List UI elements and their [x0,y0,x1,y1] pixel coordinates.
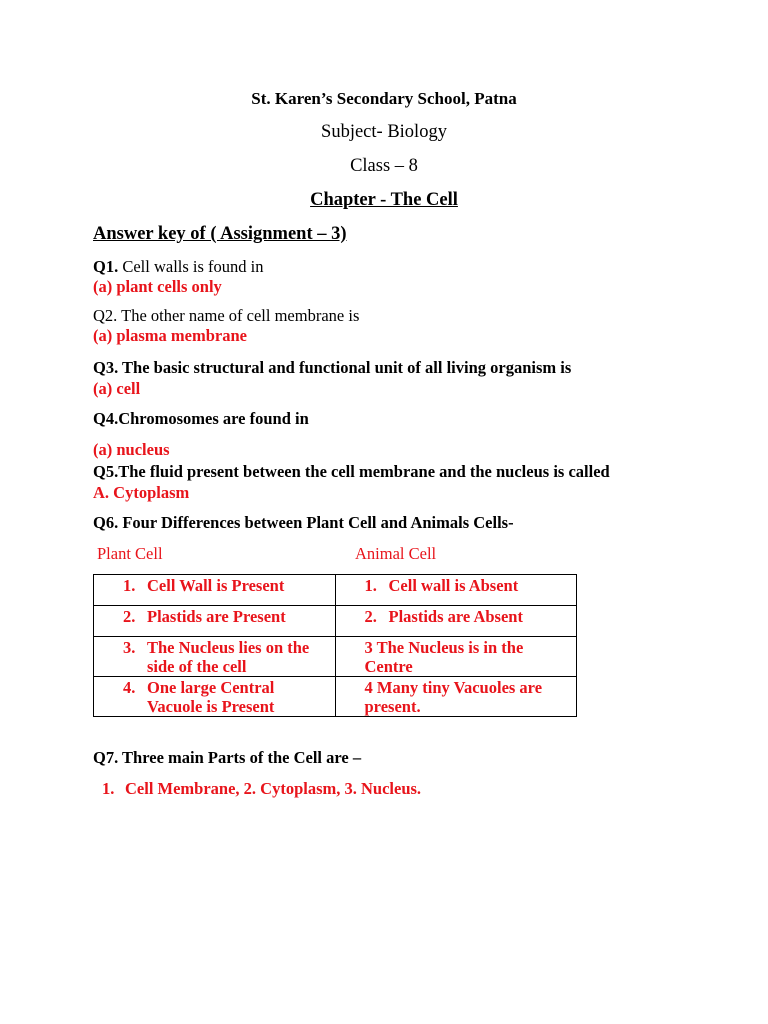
animal-cell-header: Animal Cell [355,544,437,563]
question-text: Chromosomes are found in [118,409,309,428]
differences-table [93,574,577,717]
answer-key-title: Answer key of ( Assignment – 3) [93,224,347,244]
question-text: The basic structural and functional unit of all living organism is [118,358,572,377]
question-label: Q7. [93,748,119,767]
table-row [94,637,577,677]
question-2 [93,306,359,326]
animal-cell [335,606,577,637]
animal-cell [335,677,577,717]
answer-3: (a) cell [93,379,141,398]
question-7 [93,748,361,768]
animal-cell [335,637,577,677]
animal-text: Plastids are Absent [388,607,523,626]
row-number: 2. [123,607,136,626]
school-name: St. Karen’s Secondary School, Patna [251,89,517,108]
row-number: 1. [123,576,136,595]
table-row [94,606,577,637]
plant-cell [94,606,336,637]
animal-text: Cell wall is Absent [388,576,519,595]
plant-cell [94,637,336,677]
question-5 [93,462,610,482]
question-4 [93,409,309,429]
question-text: Four Differences between Plant Cell and Animals Cells- [118,513,514,532]
plant-text: One large Central Vacuole is Present [147,678,275,716]
class-line: Class – 8 [350,156,418,176]
question-label: Q5. [93,462,119,481]
question-text: The fluid present between the cell membrane and the nucleus is called [118,462,610,481]
question-3 [93,358,571,378]
chapter-title: Chapter - The Cell [310,190,458,210]
row-number: 1. [364,576,377,595]
row-number: 4. [123,678,136,697]
animal-text: 3 The Nucleus is in the Centre [364,638,524,676]
answer-5: A. Cytoplasm [93,483,190,502]
chapter-wrap [0,190,768,211]
subject-line: Subject- Biology [321,122,447,142]
question-6 [93,513,514,533]
question-label: Q6. [93,513,119,532]
answer-7-number: 1. [102,779,115,798]
question-1 [93,257,264,277]
plant-text: Plastids are Present [147,607,286,626]
row-number: 2. [364,607,377,626]
plant-text: Cell Wall is Present [147,576,285,595]
plant-text: The Nucleus lies on the side of the cell [147,638,310,676]
table-row [94,575,577,606]
question-text: The other name of cell membrane is [117,306,360,325]
table-row [94,677,577,717]
answer-7: Cell Membrane, 2. Cytoplasm, 3. Nucleus. [125,779,422,798]
question-label: Q2. [93,306,118,325]
answer-4: (a) nucleus [93,440,170,459]
answer-1: (a) plant cells only [93,277,222,296]
row-number: 3. [123,638,136,657]
animal-text: 4 Many tiny Vacuoles are present. [364,678,543,716]
question-label: Q1. [93,257,119,276]
question-label: Q4. [93,409,119,428]
plant-cell-header: Plant Cell [97,544,163,563]
question-label: Q3. [93,358,119,377]
animal-cell [335,575,577,606]
question-text: Cell walls is found in [118,257,264,276]
question-text: Three main Parts of the Cell are – [118,748,362,767]
plant-cell [94,575,336,606]
plant-cell [94,677,336,717]
answer-2: (a) plasma membrane [93,326,247,345]
